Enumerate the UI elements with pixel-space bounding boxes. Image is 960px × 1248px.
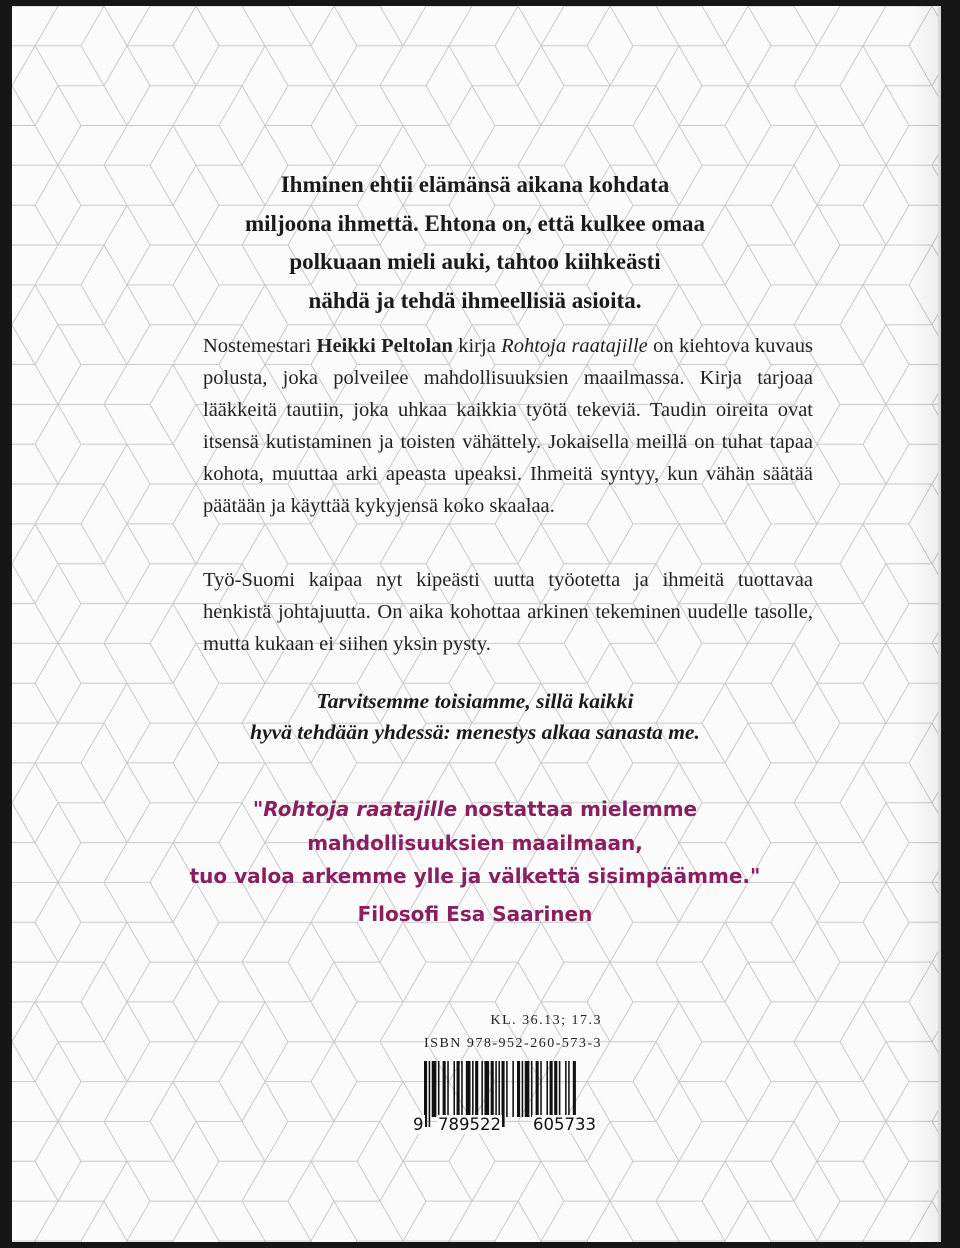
book-back-cover xyxy=(12,6,941,1242)
closing-statement xyxy=(12,686,938,748)
barcode-left-group: 789522 xyxy=(438,1115,501,1134)
barcode-bar xyxy=(457,1061,460,1117)
closing-line: Tarvitsemme toisiamme, sillä kaikki xyxy=(316,689,634,713)
quote-line: tuo valoa arkemme ylle ja välkettä sisimpäämme." xyxy=(189,864,761,888)
intro-line: nähdä ja tehdä ihmeellisiä asioita. xyxy=(308,287,642,313)
library-classification: KL. 36.13; 17.3 xyxy=(490,1013,603,1028)
barcode-bar xyxy=(438,1061,440,1117)
barcode-bar xyxy=(481,1061,483,1117)
barcode-bar xyxy=(540,1061,542,1117)
barcode-bar xyxy=(475,1061,478,1117)
barcode-bar xyxy=(461,1061,463,1117)
barcode-bar xyxy=(531,1061,533,1117)
barcode-bar xyxy=(568,1061,570,1117)
intro-line: Ihminen ehtii elämänsä aikana kohdata xyxy=(280,172,670,197)
intro-text xyxy=(12,166,938,320)
isbn-number: ISBN 978-952-260-573-3 xyxy=(424,1036,603,1051)
quote-open-mark: " xyxy=(252,797,264,821)
quote-line-rest: nostattaa mielemme xyxy=(457,797,698,821)
intro-line: polkuaan mieli auki, tahtoo kiihkeästi xyxy=(289,249,661,274)
barcode-bar xyxy=(512,1061,514,1117)
barcode-bar xyxy=(443,1061,446,1117)
barcode-bar xyxy=(453,1061,455,1117)
barcode-bar xyxy=(472,1061,474,1117)
barcode-bar xyxy=(522,1061,524,1117)
second-paragraph: Työ-Suomi kaipaa nyt kipeästi uutta työotetta ja ihmeitä tuottavaa henkistä johtajuutta. On aika kohottaa arkinen tekeminen uudelle tasolle, mutta kukaan ei siihen yksin pysty. xyxy=(203,569,813,655)
book-title: Rohtoja raatajille xyxy=(501,335,648,357)
barcode-bar xyxy=(495,1061,497,1117)
closing-line: hyvä tehdään yhdessä: menestys alkaa sanasta me. xyxy=(250,720,700,744)
intro-line: miljoona ihmettä. Ehtona on, että kulkee omaa xyxy=(245,210,705,236)
barcode-bar xyxy=(525,1061,530,1117)
paragraph-connector: kirja xyxy=(452,335,502,357)
author-name: Heikki Peltolan xyxy=(316,335,453,357)
barcode-bar xyxy=(536,1061,539,1117)
isbn-barcode xyxy=(410,1061,632,1135)
quote-line xyxy=(12,793,938,827)
barcode-bar xyxy=(559,1061,561,1117)
barcode-bar xyxy=(517,1061,520,1117)
barcode-bar xyxy=(550,1061,553,1117)
barcode-bar xyxy=(447,1061,449,1117)
barcode-bar xyxy=(565,1061,567,1117)
quote-line: mahdollisuuksien maailmaan, xyxy=(307,830,643,855)
barcode-bar xyxy=(432,1061,437,1117)
barcode-bar xyxy=(466,1061,471,1117)
barcode-bar xyxy=(546,1061,548,1117)
paragraph-lead: Nostemestari xyxy=(203,335,317,357)
barcode-bar xyxy=(491,1061,494,1117)
barcode-right-group: 605733 xyxy=(533,1115,596,1134)
barcode-bar xyxy=(554,1061,557,1117)
barcode-bar xyxy=(484,1061,489,1117)
barcode-digits xyxy=(410,1115,632,1137)
quote-author: Filosofi Esa Saarinen xyxy=(357,901,593,926)
endorsement-quote xyxy=(12,793,938,931)
catalog-info xyxy=(424,1009,602,1055)
paragraph-rest: on kiehtova kuvaus polusta, joka polveilee mahdollisuuksien maailmassa. Kirja tarjoaa lääkkeitä tautiin, joka uhkaa kaikkia työtä tekeviä. Taudin oireita ovat itsensä kutistaminen ja toisten vähättely. Jokaisella meillä on tuhat tapaa kohota, muuttaa arki apeasta upeaksi. Ihmeitä syntyy, kun vähän säätää päätään ja käyttää kykyjensä koko skaalaa. xyxy=(203,335,813,517)
description-paragraph xyxy=(203,330,813,522)
barcode-bar xyxy=(506,1061,508,1117)
barcode-first-digit: 9 xyxy=(413,1115,424,1134)
quote-book-title: Rohtoja raatajille xyxy=(263,797,458,821)
